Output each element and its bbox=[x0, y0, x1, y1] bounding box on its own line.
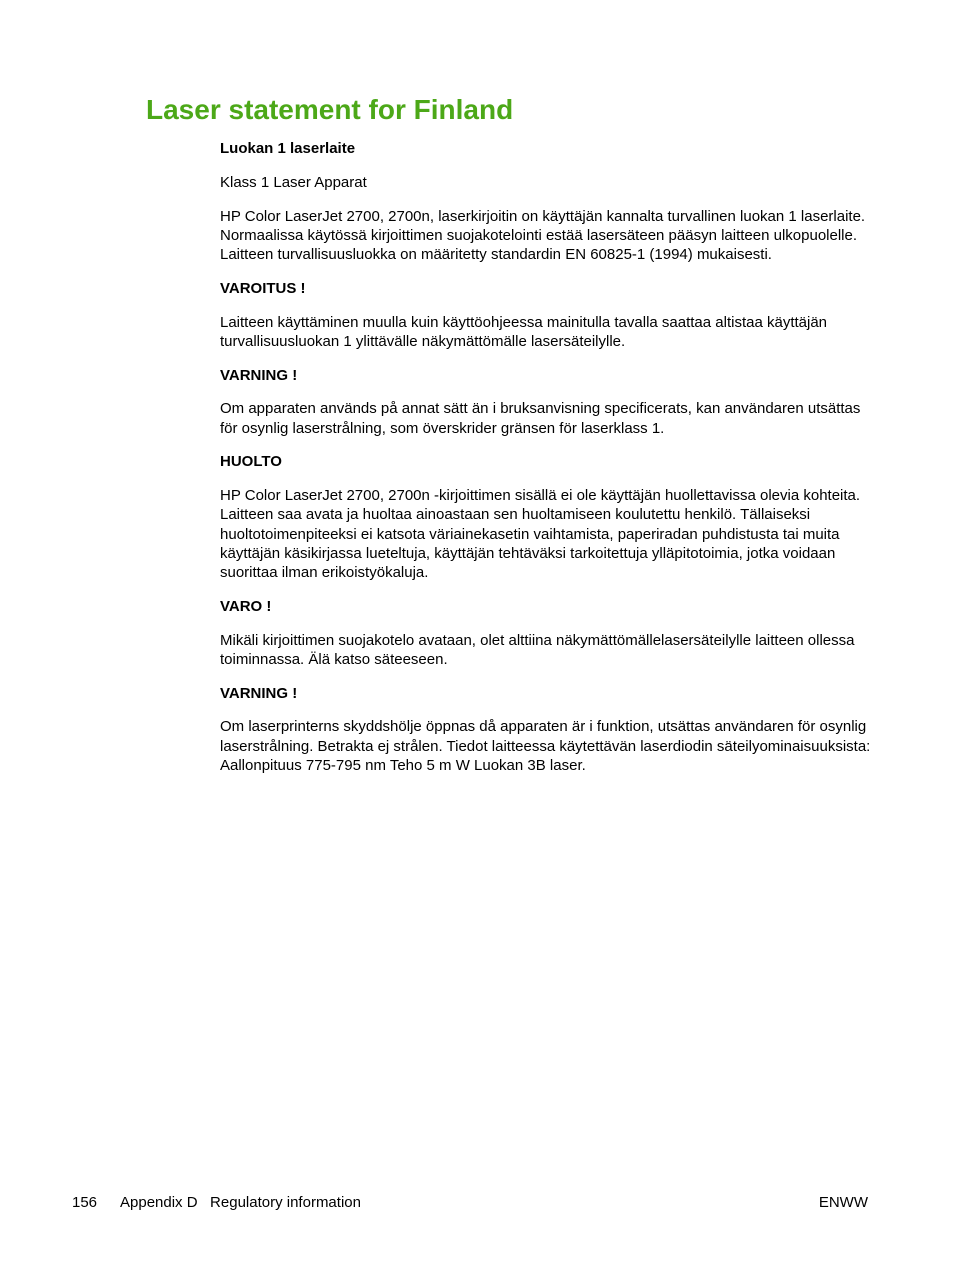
page-number: 156 bbox=[72, 1194, 98, 1211]
section-heading: VARO ! bbox=[220, 597, 272, 615]
paragraph: Laitteen käyttäminen muulla kuin käyttöohjeessa mainitulla tavalla saattaa altistaa käyttäjän turvallisuusluokan 1 ylittävälle näkymättömälle lasersäteilylle. bbox=[220, 313, 828, 350]
section-heading: Luokan 1 laserlaite bbox=[220, 140, 356, 157]
page-title: Laser statement for Finland bbox=[146, 94, 514, 125]
chapter-label: Appendix D Regulatory information bbox=[120, 1194, 361, 1211]
paragraph: Mikäli kirjoittimen suojakotelo avataan, olet alttiina näkymättömällelasersäteilylle laitteen ollessa toiminnassa. Älä katso säteeseen. bbox=[220, 631, 855, 668]
paragraph: Klass 1 Laser Apparat bbox=[220, 173, 367, 191]
paragraph: Om apparaten används på annat sätt än i bruksanvisning specificerats, kan användaren utsättas för osynlig laserstrålning, som överskrider gränsen för laserklass 1. bbox=[220, 400, 861, 437]
section-heading: VARNING ! bbox=[220, 684, 298, 702]
section-heading: HUOLTO bbox=[220, 453, 282, 471]
paragraph: Om laserprinterns skyddshölje öppnas då apparaten är i funktion, utsättas användaren för osynlig laserstrålning. Betrakta ej strålen. Tiedot laitteessa käytettävän laserdiodin säteilyominaisuuksista: Aallonpituus 775-795 nm Teho 5 m W Luokan 3B laser. bbox=[220, 718, 871, 774]
paragraph: HP Color LaserJet 2700, 2700n, laserkirjoitin on käyttäjän kannalta turvallinen luokan 1 laserlaite. Normaalissa käytössä kirjoittimen suojakotelointi estää lasersäteen pääsyn laitteen ulkopuolelle. Laitteen turvallisuusluokka on määritetty standardin EN 60825-1 (1994) mukaisesti. bbox=[220, 207, 866, 263]
section-heading: VAROITUS ! bbox=[220, 279, 306, 297]
section-heading: VARNING ! bbox=[220, 366, 298, 384]
document-code: ENWW bbox=[818, 1194, 868, 1211]
paragraph: HP Color LaserJet 2700, 2700n -kirjoittimen sisällä ei ole käyttäjän huollettavissa olevia kohteita. Laitteen saa avata ja huoltaa ainoastaan sen huoltamiseen koulutettu henkilö. Tällaiseksi huoltotoimenpiteeksi ei katsota väriainekasetin vaihtamista, paperiradan puhdistusta tai muita käyttäjän käsikirjassa lueteltuja, käyttäjän tehtäväksi tarkoitettuja ylläpitotoimia, jotka voidaan suorittaa ilman erikoistyökaluja. bbox=[220, 487, 861, 581]
document-body bbox=[220, 139, 872, 790]
